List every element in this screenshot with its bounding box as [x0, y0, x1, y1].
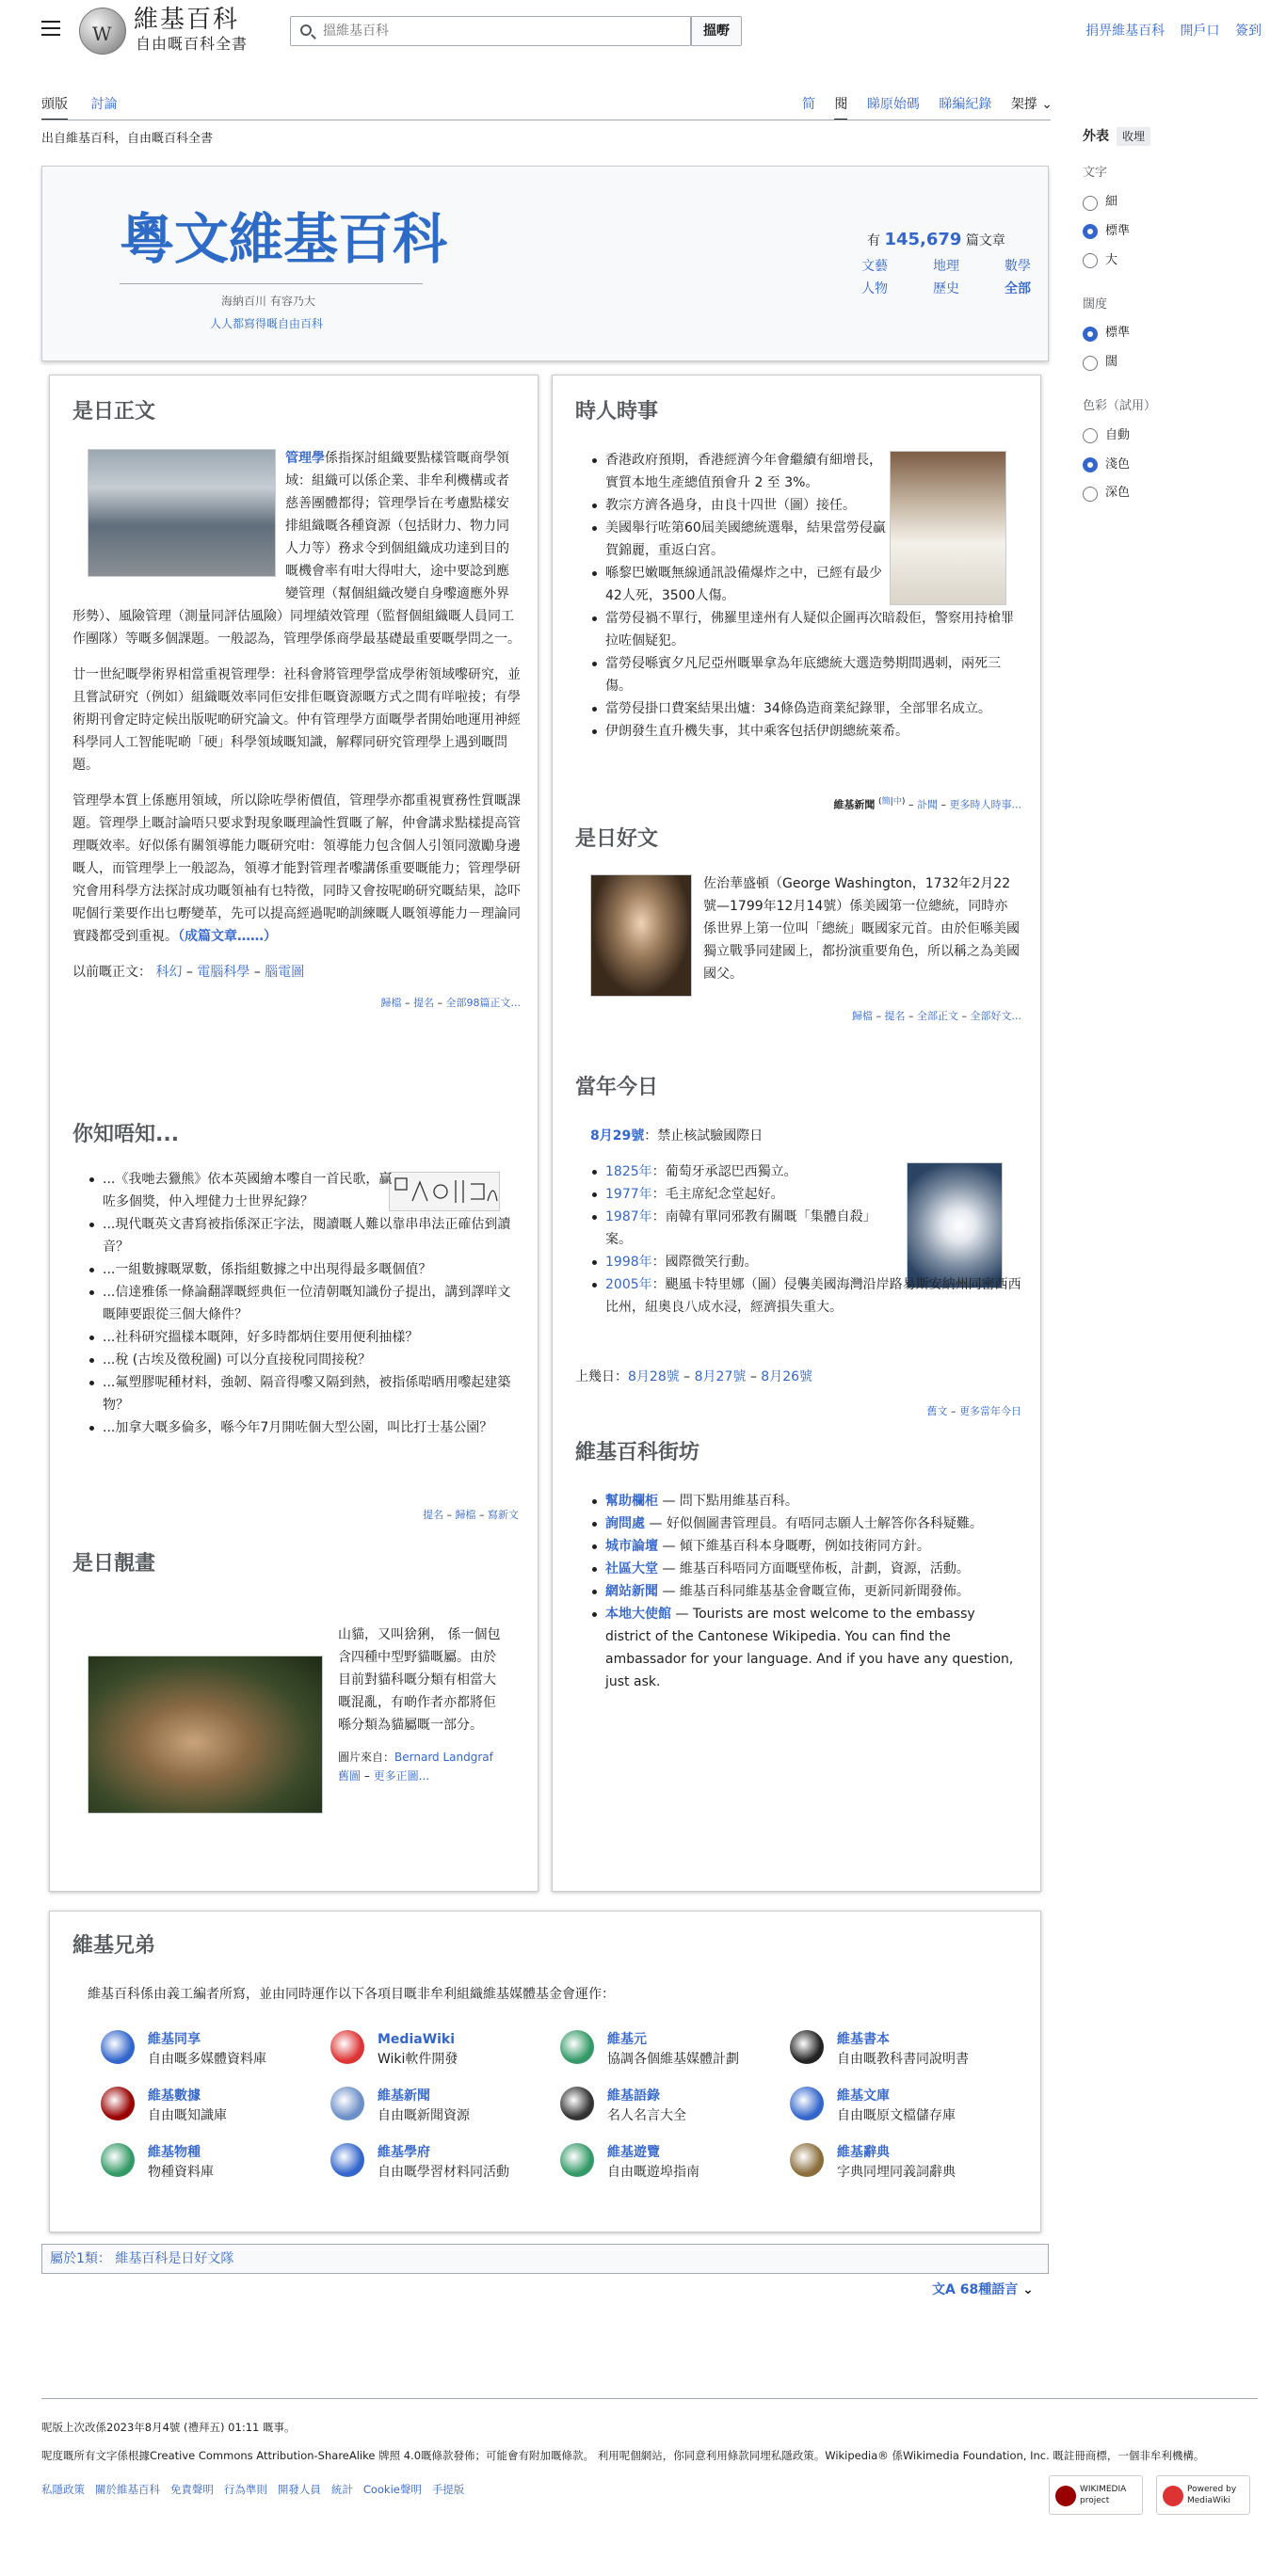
- mediawiki-badge[interactable]: [1156, 2475, 1250, 2515]
- mobile-view-link[interactable]: 手提版: [431, 2483, 465, 2496]
- news-item: 當勞侵喺賓夕凡尼亞州嘅畢拿為年底總統大選造勢期間遇刺，兩死三傷。: [590, 652, 1023, 697]
- sister-project-desc: 自由嘅多媒體資料庫: [148, 2052, 266, 2067]
- news-item: 香港政府預期，香港經濟今年會繼續有細增長，實質本地生產總值預會升 2 至 3%。: [590, 449, 1023, 494]
- wikipedia-logo-icon[interactable]: [79, 8, 126, 55]
- credit-link[interactable]: Bernard Landgraf: [394, 1751, 493, 1764]
- cookie-link[interactable]: Cookie聲明: [362, 2483, 422, 2496]
- sister-project-icon: [790, 2030, 824, 2064]
- personal-tools: [1074, 21, 1262, 41]
- disclaimer-link[interactable]: 免責聲明: [169, 2483, 214, 2496]
- radio-icon: [1083, 356, 1098, 371]
- sister-project-text: [607, 2087, 686, 2126]
- radio-label: 大: [1105, 252, 1118, 267]
- sister-project-icon: [790, 2087, 824, 2120]
- wikinews-label[interactable]: 維基新聞: [833, 798, 876, 811]
- community-text: — 維基百科同維基基金會嘅宣佈，更新同新聞發佈。: [658, 1584, 970, 1599]
- event-text: ：葡萄牙承認巴西獨立。: [651, 1164, 797, 1179]
- community-link[interactable]: 網站新聞: [605, 1584, 658, 1599]
- tab-history[interactable]: 睇編紀錄: [939, 97, 992, 112]
- community-item: [590, 1580, 1023, 1603]
- banner-motto: 海納百川 有容乃大: [221, 295, 315, 308]
- sister-project[interactable]: [101, 2030, 266, 2070]
- good-article-text: 佐治華盛頓（George Washington，1732年2月22號—1799年12月14號）係美國第一位總統，同時亦係世界上第一位叫「總統」嘅國家元首。由於佢喺美國獨立戰爭同建國上，都扮演重要角色，所以稱之為美國國父。: [703, 876, 1020, 982]
- about-link[interactable]: 關於維基百科: [94, 2483, 160, 2496]
- tab-view-source[interactable]: 睇原始碼: [866, 97, 920, 112]
- all-featured-link-2[interactable]: 全部正文: [917, 1010, 958, 1022]
- sister-project-desc: 協調各個維基媒體計劃: [607, 2052, 739, 2067]
- today-date-line: [590, 1125, 763, 1147]
- sister-project[interactable]: [330, 2030, 458, 2070]
- badge-label: WIKIMEDIA project: [1080, 2485, 1127, 2505]
- welcome-banner: [41, 166, 1049, 361]
- community-link[interactable]: 本地大使館: [605, 1607, 671, 1622]
- appearance-title: 外表: [1083, 129, 1109, 144]
- featured-title-link[interactable]: 管理學: [285, 451, 325, 466]
- dyk-item: ...一組數據嘅眾數，係指組數據之中出現得最多嘅個值？: [88, 1258, 521, 1281]
- sister-project-text: [837, 2087, 956, 2126]
- badge-label: Powered by MediaWiki: [1187, 2485, 1237, 2505]
- color-label: 色彩（試用）: [1083, 398, 1157, 413]
- dyk-item: ...氟塑膠呢種材料，強韌、隔音得嚟又隔到熱，被指係啱晒用嚟起建築物？: [88, 1371, 521, 1416]
- sister-project-text: [148, 2143, 214, 2183]
- community-link[interactable]: 幫助欄柜: [605, 1494, 658, 1509]
- sister-project[interactable]: [560, 2030, 739, 2070]
- namespace-tabs: [41, 94, 136, 120]
- sister-project-desc: 名人名言大全: [607, 2108, 686, 2123]
- sister-project[interactable]: [560, 2143, 699, 2183]
- event-text: ：南韓有單同邪教有關嘅「集體自殺」案。: [605, 1209, 876, 1247]
- good-archive-link[interactable]: 歸檔: [852, 1010, 873, 1022]
- credit-label: 圖片來自：: [338, 1751, 395, 1764]
- today-item: [590, 1206, 1023, 1251]
- right-column: [552, 375, 1041, 1892]
- portal-links: [861, 255, 1031, 300]
- dyk-item: ...信達雅係一條論翻譯嘅經典佢一位清朝嘅知識份子提出，講到譯咩文嘅陣要跟從三個大條件？: [88, 1281, 521, 1326]
- community-list: [590, 1490, 1023, 1693]
- portal-arts[interactable]: 文藝: [861, 259, 888, 274]
- sister-project[interactable]: [790, 2087, 956, 2126]
- community-text: — 傾下維基百科本身嘅嘢，例如技術同方針。: [658, 1539, 930, 1554]
- sister-project[interactable]: [560, 2087, 686, 2126]
- sister-project-name[interactable]: 維基數據: [148, 2088, 201, 2104]
- archive-link[interactable]: 歸檔: [380, 997, 402, 1009]
- dyk-item: ...加拿大嘅多倫多，喺今年7月開咗個大型公園，叫比打士基公園？: [88, 1416, 521, 1439]
- search-icon: [300, 24, 312, 36]
- sister-project-desc: 自由嘅原文檔儲存庫: [837, 2108, 956, 2123]
- on-this-day-heading: 當年今日: [575, 1076, 659, 1099]
- today-item: [590, 1160, 1023, 1183]
- community-text: — 維基百科唔同方面嘅壁佈板，計劃，資源，活動。: [658, 1561, 970, 1576]
- sister-project[interactable]: [790, 2143, 956, 2183]
- community-item: [590, 1603, 1023, 1693]
- more-pictures-link[interactable]: 更多正圖...: [373, 1769, 430, 1783]
- sister-project-name[interactable]: MediaWiki: [378, 2032, 456, 2047]
- site-header: [0, 0, 1286, 66]
- banner-title: 粵文維基百科: [120, 207, 448, 271]
- left-column: [49, 375, 539, 1892]
- sister-project[interactable]: [790, 2030, 969, 2070]
- prev-day-link[interactable]: 8月28號: [628, 1369, 680, 1384]
- picture-of-the-day[interactable]: [88, 1656, 323, 1814]
- news-footer-links: 維基新聞 $^{(簡|中)}$ – 訃聞 – 更多時人時事...: [833, 796, 1021, 811]
- sister-project-icon: [101, 2143, 135, 2177]
- width-wide[interactable]: [1083, 353, 1262, 373]
- sister-project-text: [378, 2030, 458, 2070]
- featured-article: [72, 447, 521, 1012]
- color-light[interactable]: [1083, 456, 1262, 475]
- sister-project-name[interactable]: 維基物種: [148, 2145, 201, 2160]
- year-link[interactable]: 1977年: [605, 1187, 652, 1202]
- sister-projects: [49, 1911, 1041, 2232]
- sisters-intro: 維基百科係由義工編者所寫，並由同時運作以下各項目嘅非牟利組織維基媒體基金會運作：: [88, 1987, 615, 2002]
- dyk-item: ...稅 (古埃及徵稅圖) 可以分直接稅同間接稅？: [88, 1349, 521, 1371]
- sister-project-icon: [560, 2087, 594, 2120]
- last-edited: 呢版上次改係2023年8月4號 (禮拜五) 01:11 嘅事。: [41, 2421, 296, 2434]
- banner-divider: [120, 283, 423, 284]
- sister-project-desc: 自由嘅遊埠指南: [607, 2165, 699, 2180]
- community-item: [590, 1535, 1023, 1558]
- good-nominate-link[interactable]: 提名: [884, 1010, 906, 1022]
- hide-appearance-button[interactable]: 收埋: [1117, 127, 1150, 146]
- dyk-item: ...社科研究搵樣本嘅陣，好多時都炳住要用便利抽樣？: [88, 1326, 521, 1349]
- nominate-link[interactable]: 提名: [413, 997, 434, 1009]
- sister-project[interactable]: [101, 2087, 227, 2126]
- previous-link-3[interactable]: 腦電圖: [265, 965, 305, 980]
- sister-project-text: [148, 2030, 266, 2070]
- dyk-heading: 你知唔知...: [72, 1123, 180, 1146]
- news-item: 當勞侵禍不單行，佛羅里達州有人疑似企圖再次暗殺佢，警察用持槍罪拉咗個疑犯。: [590, 607, 1023, 652]
- community-item: [590, 1558, 1023, 1580]
- today-old-link[interactable]: 舊文: [926, 1405, 948, 1417]
- article-count: [867, 227, 1005, 254]
- radio-icon: [1083, 428, 1098, 443]
- login-link[interactable]: 簽到: [1235, 24, 1262, 39]
- event-text: ：國際微笑行動。: [651, 1255, 758, 1270]
- developers-link[interactable]: 開發人員: [277, 2483, 321, 2496]
- float-spacer: [72, 447, 285, 588]
- privacy-link[interactable]: 私隱政策: [41, 2483, 85, 2496]
- year-link[interactable]: 1998年: [605, 1255, 652, 1270]
- tab-tools[interactable]: [1011, 94, 1053, 119]
- radio-checked-icon: [1083, 457, 1098, 472]
- year-link[interactable]: 1987年: [605, 1209, 652, 1224]
- news-item: 美國舉行咗第60屆美國總統選舉，結果當勞侵贏賀錦麗，重返白宮。: [590, 517, 1023, 562]
- news-list: [590, 449, 1023, 743]
- text-size-standard[interactable]: [1083, 222, 1262, 242]
- article-count-link[interactable]: 145,679: [884, 230, 962, 249]
- picture-caption-block: [338, 1624, 504, 1785]
- sister-project-name[interactable]: 維基書本: [837, 2032, 890, 2047]
- year-link[interactable]: 1825年: [605, 1164, 652, 1179]
- chevron-down-icon: ⌄: [1041, 97, 1053, 112]
- sister-project-name[interactable]: 維基元: [607, 2032, 647, 2047]
- radio-label: 細: [1105, 195, 1118, 210]
- search-button[interactable]: 搵嘢: [691, 16, 742, 46]
- portal-all[interactable]: 全部: [1005, 281, 1031, 296]
- news-item: 伊朗發生直升機失事，其中乘客包括伊朗總統萊希。: [590, 720, 1023, 743]
- sister-project-icon: [101, 2087, 135, 2120]
- dyk-archive-link[interactable]: 歸檔: [455, 1509, 476, 1521]
- radio-label: 闊: [1105, 355, 1118, 370]
- sister-project-icon: [330, 2030, 364, 2064]
- today-footer-links: 舊文 – 更多當年今日: [926, 1405, 1021, 1417]
- create-account-link[interactable]: 開戶口: [1180, 24, 1220, 39]
- sister-project[interactable]: [101, 2143, 214, 2183]
- portal-math[interactable]: 數學: [1005, 259, 1031, 274]
- news-heading: 時人時事: [575, 400, 659, 424]
- sister-project-name[interactable]: 維基辭典: [837, 2145, 890, 2160]
- donate-link[interactable]: 捐畀維基百科: [1085, 24, 1165, 39]
- sister-project-desc: 自由嘅教科書同說明書: [837, 2052, 969, 2067]
- color-auto[interactable]: [1083, 426, 1262, 446]
- today-item: [590, 1251, 1023, 1273]
- sister-project-name[interactable]: 維基新聞: [378, 2088, 430, 2104]
- radio-icon: [1083, 196, 1098, 211]
- license-text: 呢度嘅所有文字係根據Creative Commons Attribution-ShareAlike 牌照 4.0嘅條款發佈；可能會有附加嘅條款。 利用呢個網站，你同意利用條款同埋私隱政策。Wikipedia® 係Wikimedia Foundation, Inc. 嘅註冊商標，一個非牟利機構。: [41, 2449, 1205, 2462]
- picture-credit: [338, 1748, 504, 1767]
- good-article-heading: 是日好文: [575, 827, 659, 851]
- prev-day-link[interactable]: 8月26號: [761, 1369, 813, 1384]
- view-tabs: [787, 94, 1053, 120]
- code-of-conduct-link[interactable]: 行為準則: [223, 2483, 267, 2496]
- obituary-link[interactable]: 訃聞: [917, 798, 938, 811]
- radio-label: 自動: [1105, 427, 1131, 442]
- site-subtitle: 出自維基百科，自由嘅百科全書: [41, 132, 214, 146]
- tools-label: 架撐: [1010, 97, 1037, 112]
- sister-project-text: [378, 2143, 509, 2183]
- language-button[interactable]: [932, 2280, 1034, 2300]
- dyk-new-link[interactable]: 寫新文: [488, 1509, 519, 1521]
- text-size-small[interactable]: [1083, 193, 1262, 213]
- wikimedia-icon: [1055, 2486, 1076, 2506]
- all-featured-link[interactable]: 全部98篇正文...: [445, 997, 521, 1009]
- sister-project-name[interactable]: 維基文庫: [837, 2088, 890, 2104]
- radio-label: 深色: [1105, 486, 1131, 501]
- featured-footer-links: 歸檔 – 提名 – 全部98篇正文...: [380, 997, 521, 1009]
- dyk-item: ...現代嘅英文書寫被指係深正字法，閱讀嘅人難以靠串串法正確估到讀音？: [88, 1213, 521, 1258]
- featured-heading: 是日正文: [72, 400, 156, 424]
- previous-link-2[interactable]: 電腦科學: [197, 965, 250, 980]
- translate-icon: 文A: [932, 2282, 956, 2297]
- community-text: — 好似個圖書管理員。有唔同志願人士解答你各科疑難。: [645, 1516, 983, 1531]
- event-text: ：毛主席紀念堂起好。: [651, 1187, 784, 1202]
- prev-day-link[interactable]: 8月27號: [694, 1369, 747, 1384]
- radio-label: 淺色: [1105, 456, 1131, 472]
- count-suffix: 篇文章: [965, 233, 1005, 248]
- sister-project-desc: 字典同埋同義詞辭典: [837, 2165, 956, 2180]
- today-date-link[interactable]: 8月29號: [590, 1128, 645, 1144]
- footer-links: [41, 2481, 464, 2498]
- sister-project-text: [378, 2087, 470, 2126]
- featured-paragraph-2: 廿一世紀嘅學術界相當重視管理學：社科會將管理學當成學術領域嚟研究，並且嘗試研究（例如）組織嘅效率同佢安排佢嘅資源嘅方式之間有咩啦掕；有學術期刊會定時定候出版呢啲研究論文。仲有管理學方面嘅學者開始吔運用神經科學同人工智能呢啲「硬」科學領域嘅知識，解釋同研究管理學上遇到嘅問題。: [72, 667, 521, 773]
- sister-project-text: [607, 2030, 739, 2070]
- radio-checked-icon: [1083, 327, 1098, 342]
- portal-people[interactable]: 人物: [861, 281, 888, 296]
- all-good-link[interactable]: 全部好文...: [970, 1010, 1021, 1022]
- sister-project-icon: [560, 2030, 594, 2064]
- logo-title[interactable]: 維基百科: [134, 6, 240, 34]
- radio-label: 標準: [1105, 223, 1131, 238]
- sister-project-icon: [330, 2087, 364, 2120]
- text-size-label: 文字: [1083, 166, 1108, 181]
- community-item: [590, 1512, 1023, 1535]
- sister-project-desc: Wiki軟件開發: [378, 2052, 458, 2067]
- dyk-nominate-link[interactable]: 提名: [423, 1509, 443, 1521]
- more-news-link[interactable]: 更多時人時事...: [949, 798, 1021, 811]
- today-item: [590, 1183, 1023, 1206]
- tab-read[interactable]: 閱: [834, 94, 847, 120]
- sister-project-text: [148, 2087, 227, 2126]
- good-article-image[interactable]: [590, 874, 692, 997]
- footer-divider: [41, 2398, 1258, 2399]
- dyk-list: [88, 1168, 521, 1439]
- radio-label: 標準: [1105, 326, 1131, 341]
- sister-project-desc: 物種資料庫: [148, 2165, 214, 2180]
- sisters-heading: 維基兄弟: [72, 1934, 156, 1958]
- good-footer-links: 歸檔 – 提名 – 全部正文 – 全部好文...: [852, 1010, 1021, 1022]
- featured-paragraph-1: [72, 447, 521, 650]
- previous-days: 上幾日：8月28號 – 8月27號 – 8月26號: [575, 1369, 813, 1384]
- dyk-item: ...《我哋去獵熊》依本英國繪本嚟自一首民歌，贏咗多個獎，仲入埋健力士世界紀錄？: [88, 1168, 521, 1213]
- banner-motto-link[interactable]: 人人都寫得嘅自由百科: [210, 317, 324, 330]
- sister-project-desc: 自由嘅知識庫: [148, 2108, 227, 2123]
- news-item: 喺黎巴嫩嘅無線通訊設備爆炸之中，已經有最少42人死，3500人傷。: [590, 562, 1023, 607]
- sister-project[interactable]: [330, 2087, 470, 2126]
- sister-project-name[interactable]: 維基同享: [148, 2032, 201, 2047]
- today-item: [590, 1273, 1023, 1319]
- dyk-footer-links: 提名 – 歸檔 – 寫新文: [423, 1509, 519, 1521]
- old-pictures-link[interactable]: 舊圖: [338, 1769, 362, 1783]
- sister-project-desc: 自由嘅學習材料同活動: [378, 2165, 509, 2180]
- sister-project-name[interactable]: 維基遊覽: [607, 2145, 660, 2160]
- sister-project-text: [837, 2143, 956, 2183]
- radio-checked-icon: [1083, 224, 1098, 239]
- featured-more-link[interactable]: （成篇文章……）: [178, 929, 277, 944]
- community-link[interactable]: 城市論壇: [605, 1539, 658, 1554]
- sister-project-icon: [790, 2143, 824, 2177]
- sister-project-icon: [560, 2143, 594, 2177]
- today-date-note: ：禁止核試驗國際日: [644, 1128, 764, 1144]
- portal-history[interactable]: 歷史: [933, 281, 959, 296]
- previous-label: 以前嘅正文：: [72, 965, 152, 980]
- news-item: 教宗方濟各過身，由良十四世（圖）接任。: [590, 494, 1023, 517]
- featured-text-1: 係指探討組織要點樣管嘅商學領域：組織可以係企業、非牟利機構或者慈善團體都得；管理學旨在考慮點樣安排組織嘅各種資源（包括財力、物力同人力等）務求令到個組織成功達到目的嘅機會率有咁大得咁大，途中要諗到應變管理（幫個組織改變自身嚟適應外界形勢）、風險管理（測量同評估風險）同埋績效管理（監督個組織嘅人員同工作團隊）等嘅多個課題。一般認為，管理學係商學最基礎最重要嘅學問之一。: [72, 451, 521, 647]
- statistics-link[interactable]: 統計: [330, 2483, 353, 2496]
- radio-icon: [1083, 253, 1098, 268]
- wikinews-chinese-link[interactable]: 中: [892, 796, 902, 807]
- wikinews-simplified-link[interactable]: 簡: [881, 796, 891, 807]
- sister-project-desc: 自由嘅新聞資源: [378, 2108, 470, 2123]
- category-bar: [41, 2244, 1049, 2274]
- language-count: 68種語言: [959, 2282, 1019, 2297]
- appearance-panel: [1083, 126, 1262, 504]
- today-list: [590, 1160, 1023, 1319]
- community-text: — 問下點用維基百科。: [658, 1494, 798, 1509]
- sister-project-text: [607, 2143, 699, 2183]
- news-item: 當勞侵掛口費案結果出爐：34條偽造商業紀錄罪，全部罪名成立。: [590, 697, 1023, 720]
- community-heading: 維基百科街坊: [575, 1441, 700, 1464]
- sister-project-name[interactable]: 維基學府: [378, 2145, 430, 2160]
- featured-text-3: 管理學本質上係應用領域，所以除咗學術價值，管理學亦都重視實務性質嘅課題。管理學上嘅討論唔只要求對現象嘅理論性質嘅了解，仲會講求點樣提高管理嘅效率。好似係有關領導能力嘅研究咁：領導能力包含個人引領同激勵身邊嘅人，而管理學上一般認為，領導才能對管理者嚟講係重要嘅能力；管理學研究會用科學方法探討成功嘅領袖有乜特徵，同時又會按呢啲研究嘅結果，諗吓呢個行業要作出乜嘢變革，先可以提高經過呢啲訓練嘅人嘅領導能力－理論同實踐都受到重視。: [72, 793, 521, 944]
- width-label: 闊度: [1083, 296, 1108, 312]
- sister-project-icon: [330, 2143, 364, 2177]
- count-prefix: 有: [867, 233, 880, 248]
- mediawiki-icon: [1163, 2486, 1183, 2506]
- tab-main-page[interactable]: 頭版: [41, 94, 68, 120]
- sister-project-text: [837, 2030, 969, 2070]
- year-link[interactable]: 2005年: [605, 1277, 652, 1292]
- category-label-link[interactable]: 屬於1類：: [50, 2251, 111, 2266]
- color-dark[interactable]: [1083, 484, 1262, 504]
- tab-simplified[interactable]: 简: [802, 97, 815, 112]
- width-standard[interactable]: [1083, 324, 1262, 344]
- previous-link-1[interactable]: 科幻: [155, 965, 183, 980]
- picture-caption: 山貓，又叫猞猁， 係一個包含四種中型野貓嘅屬。由於目前對貓科嘅分類有相當大嘅混亂，有啲作者亦都將佢喺分類為貓屬嘅一部分。: [338, 1627, 501, 1733]
- wikimedia-badge[interactable]: [1049, 2475, 1143, 2515]
- portal-geography[interactable]: 地理: [933, 259, 959, 274]
- sister-project-name[interactable]: 維基語錄: [607, 2088, 660, 2104]
- prev-days-label: 上幾日：: [575, 1369, 628, 1384]
- event-text: ：颶風卡特里娜（圖）侵襲美國海灣沿岸路易斯安納州同密西西比州，紐奧良八成水浸，經濟損失重大。: [605, 1277, 1021, 1315]
- picture-heading: 是日靚畫: [72, 1552, 156, 1576]
- sister-project-icon: [101, 2030, 135, 2064]
- search-input[interactable]: [323, 21, 681, 41]
- radio-icon: [1083, 487, 1098, 502]
- category-link[interactable]: 維基百科是日好文隊: [115, 2251, 234, 2266]
- main-menu-icon[interactable]: [41, 21, 60, 36]
- featured-paragraph-3: [72, 790, 521, 948]
- chevron-down-icon: ⌄: [1022, 2282, 1034, 2297]
- community-item: [590, 1490, 1023, 1512]
- search-box: [290, 16, 691, 46]
- tab-talk[interactable]: 討論: [90, 97, 118, 112]
- community-text: — Tourists are most welcome to the embassy district of the Cantonese Wikipedia. You can find the ambassador for your language. And if you have any question, just ask.: [605, 1607, 1014, 1689]
- text-size-large[interactable]: [1083, 251, 1262, 271]
- community-link[interactable]: 社區大堂: [605, 1561, 658, 1576]
- sister-project[interactable]: [330, 2143, 509, 2183]
- logo-tagline: 自由嘅百科全書: [136, 35, 249, 53]
- featured-previous: 以前嘅正文： 科幻 – 電腦科學 – 腦電圖: [72, 965, 305, 980]
- community-link[interactable]: 詢問處: [605, 1516, 645, 1531]
- picture-links: 舊圖 – 更多正圖...: [338, 1769, 430, 1783]
- today-more-link[interactable]: 更多當年今日: [959, 1405, 1021, 1417]
